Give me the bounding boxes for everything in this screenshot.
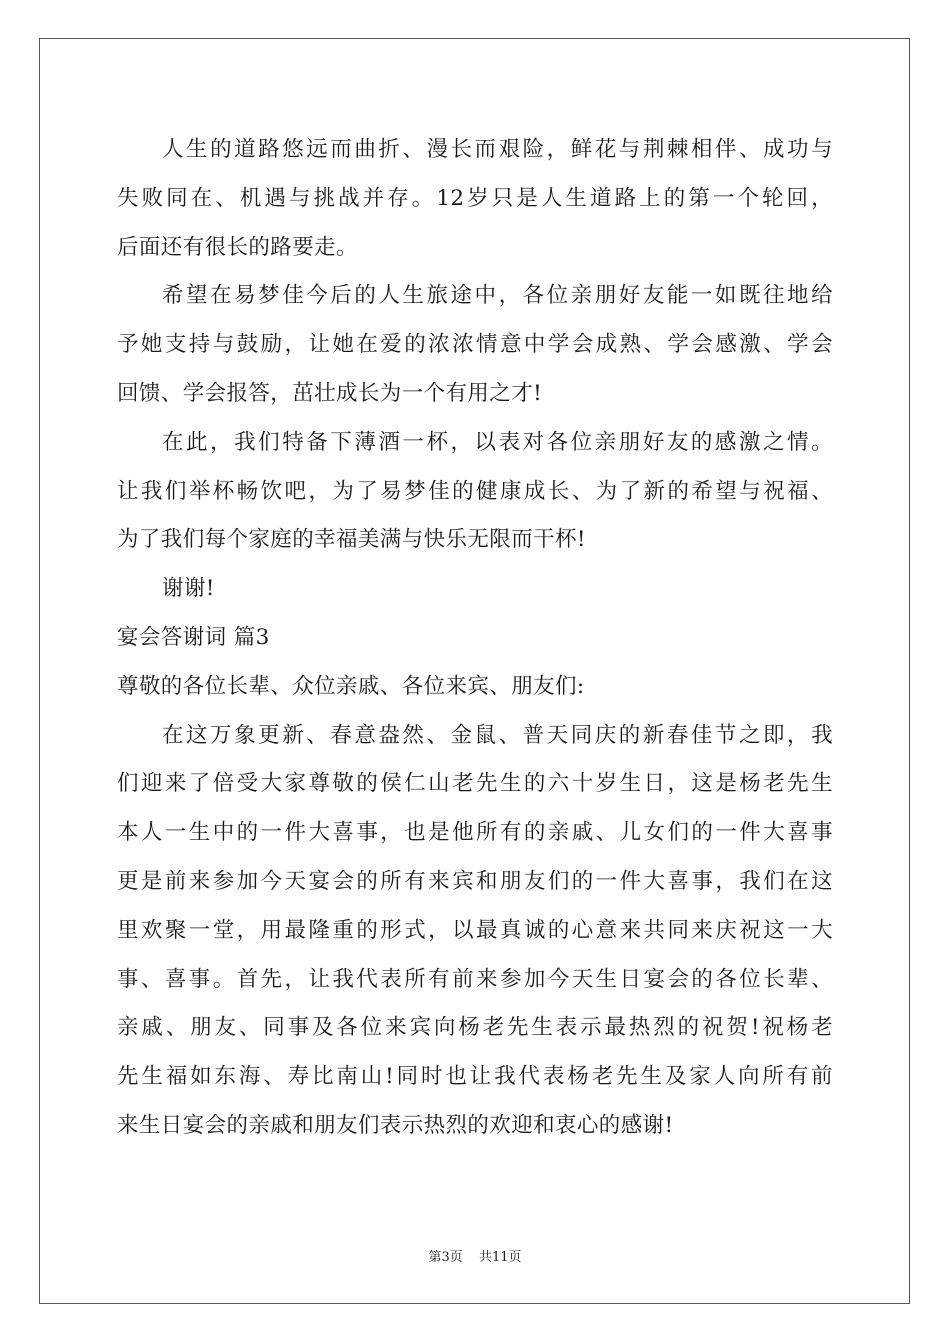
section-heading: 宴会答谢词 篇3 bbox=[117, 624, 270, 650]
text-line: 谢谢! bbox=[162, 576, 215, 602]
text-line: 里欢聚一堂，用最隆重的形式，以最真诚的心意来共同来庆祝这一大 bbox=[117, 917, 833, 943]
text-line: 失败同在、机遇与挑战并存。12岁只是人生道路上的第一个轮回， bbox=[117, 185, 833, 211]
text-line: 先生福如东海、寿比南山!同时也让我代表杨老先生及家人向所有前 bbox=[117, 1064, 833, 1090]
text-line: 后面还有很长的路要走。 bbox=[117, 234, 358, 260]
text-line: 本人一生中的一件大喜事，也是他所有的亲戚、儿女们的一件大喜事 bbox=[117, 820, 833, 846]
text-line: 让我们举杯畅饮吧，为了易梦佳的健康成长、为了新的希望与祝福、 bbox=[117, 478, 833, 504]
text-line: 回馈、学会报答，茁壮成长为一个有用之才! bbox=[117, 380, 543, 406]
text-line: 希望在易梦佳今后的人生旅途中，各位亲朋好友能一如既往地给 bbox=[162, 283, 833, 309]
text-line: 更是前来参加今天宴会的所有来宾和朋友们的一件大喜事，我们在这 bbox=[117, 868, 833, 894]
salutation: 尊敬的各位长辈、众位亲戚、各位来宾、朋友们: bbox=[117, 673, 585, 699]
text-line: 在此，我们特备下薄酒一杯，以表对各位亲朋好友的感激之情。 bbox=[162, 429, 833, 455]
text-line: 予她支持与鼓励，让她在爱的浓浓情意中学会成熟、学会感激、学会 bbox=[117, 332, 833, 358]
text-line: 们迎来了倍受大家尊敬的侯仁山老先生的六十岁生日，这是杨老先生 bbox=[117, 771, 833, 797]
page-footer bbox=[0, 1246, 950, 1265]
text-line: 人生的道路悠远而曲折、漫长而艰险，鲜花与荆棘相伴、成功与 bbox=[162, 137, 833, 162]
document-body bbox=[117, 126, 833, 1151]
text-line: 来生日宴会的亲戚和朋友们表示热烈的欢迎和衷心的感谢! bbox=[117, 1112, 674, 1138]
page-number: 第3页 bbox=[428, 1250, 463, 1265]
page-total: 共11页 bbox=[478, 1250, 522, 1265]
text-line: 事、喜事。首先，让我代表所有前来参加今天生日宴会的各位长辈、 bbox=[117, 966, 833, 992]
text-line: 在这万象更新、春意盎然、金鼠、普天同庆的新春佳节之即，我 bbox=[162, 722, 833, 748]
text-line: 亲戚、朋友、同事及各位来宾向杨老先生表示最热烈的祝贺!祝杨老 bbox=[117, 1015, 833, 1041]
text-line: 为了我们每个家庭的幸福美满与快乐无限而干杯! bbox=[117, 527, 586, 553]
